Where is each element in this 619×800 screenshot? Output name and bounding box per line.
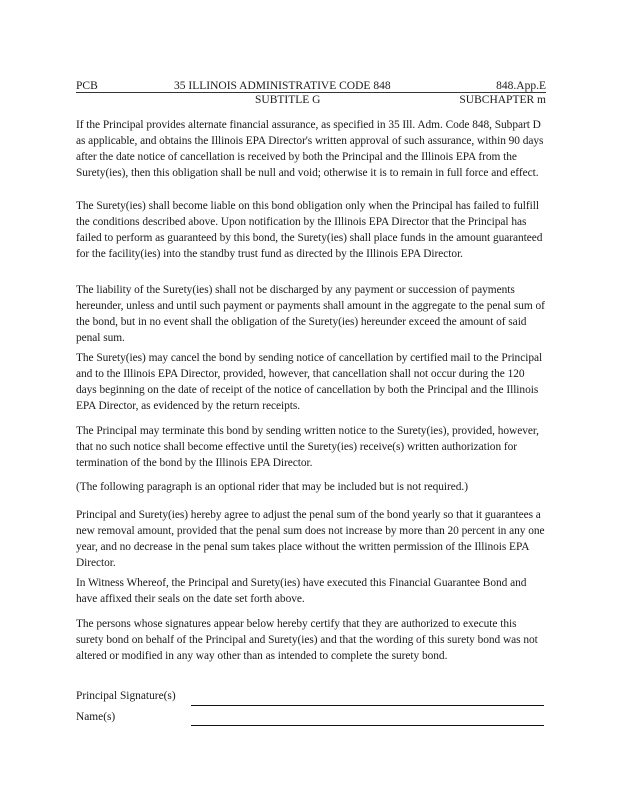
header-code-title: 35 ILLINOIS ADMINISTRATIVE CODE 848 — [174, 80, 391, 92]
paragraph-optional-rider-note: (The following paragraph is an optional rider that may be included but is not required.) — [76, 481, 468, 493]
header-subchapter: SUBCHAPTER m — [459, 94, 546, 106]
page-header — [76, 79, 546, 93]
paragraph-surety-liability: The Surety(ies) shall become liable on this bond obligation only when the Principal has failed to fulfill the conditions described above. Upon notification by the Illinois EPA Director that the Principal has failed to perform as guaranteed by this bond, the Surety(ies) shall place funds in the amount guaranteed for the facility(ies) into the standby trust fund as directed by the Illinois EPA Director. — [76, 200, 543, 260]
name-label: Name(s) — [76, 711, 116, 723]
paragraph-certification: The persons whose signatures appear below hereby certify that they are authorized to execute this surety bond on behalf of the Principal and Surety(ies) and that the wording of this surety bond was not altered or modified in any way other than as intended to complete the surety bond. — [76, 618, 538, 662]
principal-signature-label: Principal Signature(s) — [76, 690, 176, 702]
paragraph-alternate-assurance: If the Principal provides alternate financial assurance, as specified in 35 Ill. Adm. Code 848, Subpart D as applicable, and obtains the Illinois EPA Director's written approval of such assurance, within 90 days after the date notice of cancellation is received by both the Principal and the Illinois EPA from the Surety(ies), then this obligation shall be null and void; otherwise it is to remain in full force and effect. — [76, 119, 544, 179]
header-section: 848.App.E — [496, 80, 546, 92]
paragraph-surety-cancel: The Surety(ies) may cancel the bond by sending notice of cancellation by certified mail to the Principal and to the Illinois EPA Director, provided, however, that cancellation shall not occur during the 120 days beginning on the date of receipt of the notice of cancellation by both the Principal and the Illinois EPA Director, as evidenced by the return receipts. — [76, 352, 543, 412]
paragraph-liability-discharge: The liability of the Surety(ies) shall not be discharged by any payment or succession of payments hereunder, unless and until such payment or payments shall amount in the aggregate to the penal sum of the bond, but in no event shall the obligation of the Surety(ies) hereunder exceed the amount of said penal sum. — [76, 284, 545, 344]
header-subtitle: SUBTITLE G — [255, 94, 321, 106]
header-board: PCB — [76, 80, 98, 92]
paragraph-principal-terminate: The Principal may terminate this bond by sending written notice to the Surety(ies), provided, however, that no such notice shall become effective until the Surety(ies) receive(s) written authorization for termination of the bond by the Illinois EPA Director. — [76, 425, 539, 469]
name-line[interactable] — [191, 725, 544, 726]
paragraph-in-witness: In Witness Whereof, the Principal and Surety(ies) have executed this Financial Guarantee Bond and have affixed their seals on the date set forth above. — [76, 577, 527, 605]
principal-signature-line[interactable] — [191, 705, 544, 706]
paragraph-penal-sum-adjust: Principal and Surety(ies) hereby agree to adjust the penal sum of the bond yearly so that it guarantees a new removal amount, provided that the penal sum does not increase by more than 20 percent in any one year, and no decrease in the penal sum takes place without the written permission of the Illinois EPA Director. — [76, 509, 545, 569]
page-subheader — [76, 93, 546, 107]
